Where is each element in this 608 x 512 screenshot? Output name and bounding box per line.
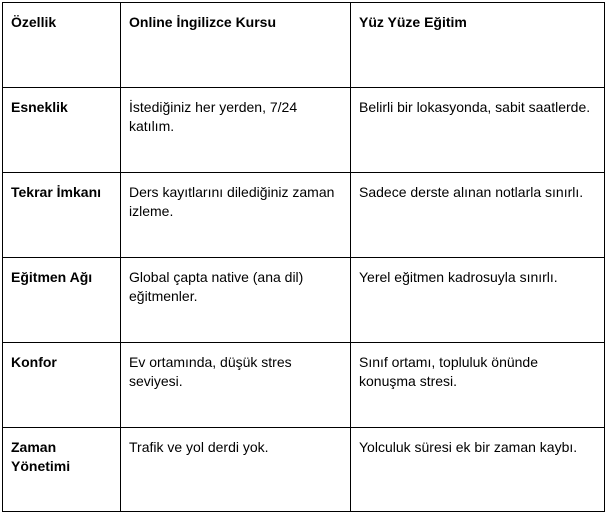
header-feature: Özellik: [3, 3, 121, 88]
online-cell: Global çapta native (ana dil) eğitmenler.: [121, 258, 351, 343]
feature-cell: Eğitmen Ağı: [3, 258, 121, 343]
table-row: [3, 88, 605, 173]
header-online-course: Online İngilizce Kursu: [121, 3, 351, 88]
online-cell: Trafik ve yol derdi yok.: [121, 428, 351, 512]
feature-cell: Zaman Yönetimi: [3, 428, 121, 512]
in-person-cell: Sadece derste alınan notlarla sınırlı.: [351, 173, 605, 258]
feature-cell: Tekrar İmkanı: [3, 173, 121, 258]
in-person-cell: Yerel eğitmen kadrosuyla sınırlı.: [351, 258, 605, 343]
header-in-person-education: Yüz Yüze Eğitim: [351, 3, 605, 88]
online-cell: Ders kayıtlarını dilediğiniz zaman izleme.: [121, 173, 351, 258]
table-row: [3, 343, 605, 428]
online-cell: Ev ortamında, düşük stres seviyesi.: [121, 343, 351, 428]
comparison-table: [2, 2, 605, 512]
feature-cell: Esneklik: [3, 88, 121, 173]
table-row: [3, 258, 605, 343]
in-person-cell: Sınıf ortamı, topluluk önünde konuşma stresi.: [351, 343, 605, 428]
in-person-cell: Belirli bir lokasyonda, sabit saatlerde.: [351, 88, 605, 173]
online-cell: İstediğiniz her yerden, 7/24 katılım.: [121, 88, 351, 173]
table-header-row: [3, 3, 605, 88]
table-row: [3, 173, 605, 258]
feature-cell: Konfor: [3, 343, 121, 428]
in-person-cell: Yolculuk süresi ek bir zaman kaybı.: [351, 428, 605, 512]
